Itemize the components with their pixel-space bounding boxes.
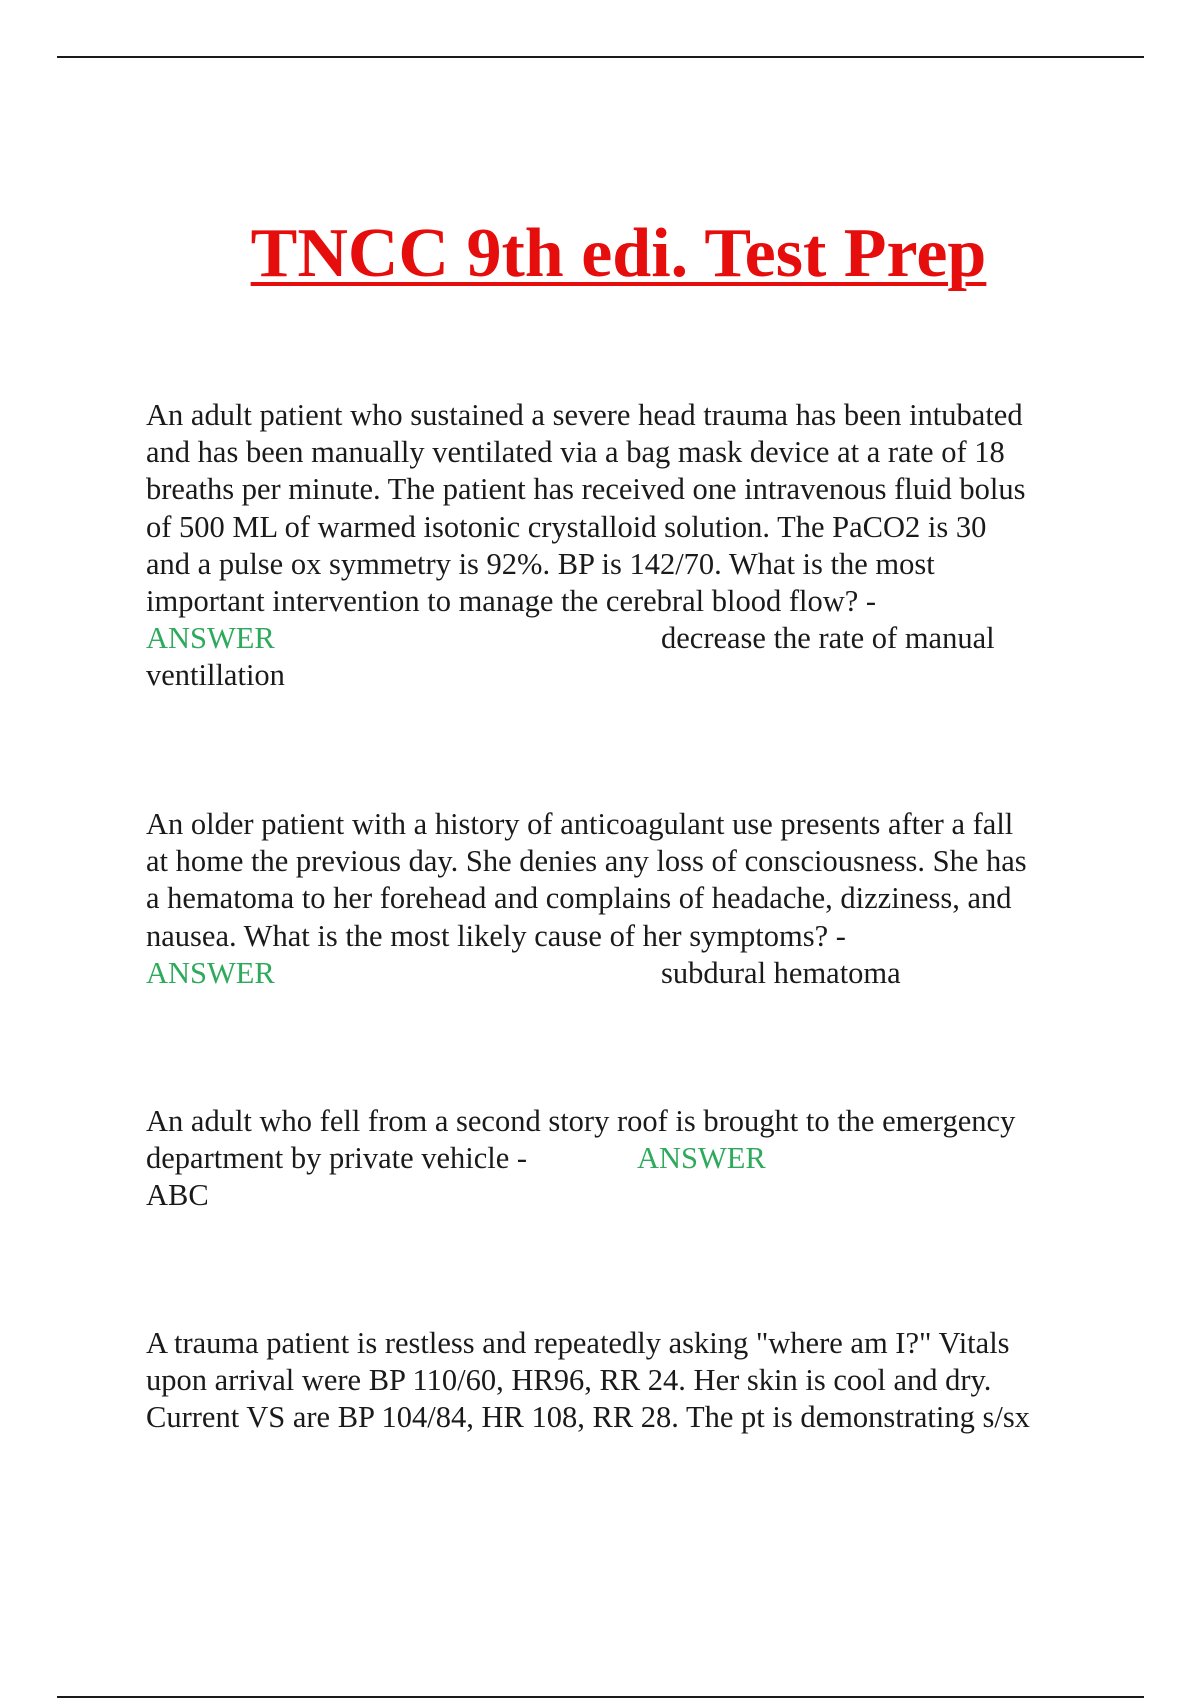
question-line: An adult who fell from a second story roof is brought to the emergency [146,1104,1016,1138]
answer-label: ANSWER [146,621,275,656]
answer-row [146,620,1086,657]
question-line: and has been manually ventilated via a bag mask device at a rate of 18 [146,435,1005,470]
question-line: and a pulse ox symmetry is 92%. BP is 142/70. What is the most [146,546,935,581]
answer-label: ANSWER [637,1141,766,1176]
question-line: An older patient with a history of anticoagulant use presents after a fall [146,807,1014,841]
question-line: department by private vehicle - [146,1141,528,1176]
answer-row [146,955,1086,992]
answer-label: ANSWER [146,955,275,990]
question-line: An adult patient who sustained a severe head trauma has been intubated [146,398,1023,432]
document-title: TNCC 9th edi. Test Prep [250,215,987,292]
answer-text: ABC [146,1178,209,1213]
answer-text: subdural hematoma [661,955,901,990]
answer-text: decrease the rate of manual [661,621,995,656]
answer-text: ventillation [146,658,285,693]
qa-item-3 [146,1103,1086,1215]
question-line: at home the previous day. She denies any loss of consciousness. She has [146,844,1027,879]
question-line: a hematoma to her forehead and complains of headache, dizziness, and [146,881,1012,916]
qa-item-4 [146,1325,1086,1437]
question-line: nausea. What is the most likely cause of her symptoms? - [146,918,846,953]
question-line: breaths per minute. The patient has received one intravenous fluid bolus [146,472,1026,507]
bottom-divider [57,1696,1144,1698]
question-line: of 500 ML of warmed isotonic crystalloid solution. The PaCO2 is 30 [146,509,987,544]
question-line: upon arrival were BP 110/60, HR96, RR 24. Her skin is cool and dry. [146,1363,992,1398]
question-line: important intervention to manage the cerebral blood flow? - [146,583,877,618]
question-line: A trauma patient is restless and repeatedly asking "where am I?" Vitals [146,1326,1010,1360]
question-line: Current VS are BP 104/84, HR 108, RR 28. The pt is demonstrating s/sx [146,1400,1030,1435]
qa-item-2 [146,806,1086,992]
qa-item-1 [146,397,1086,695]
top-divider [57,56,1144,58]
question-answer-row [146,1140,1086,1177]
